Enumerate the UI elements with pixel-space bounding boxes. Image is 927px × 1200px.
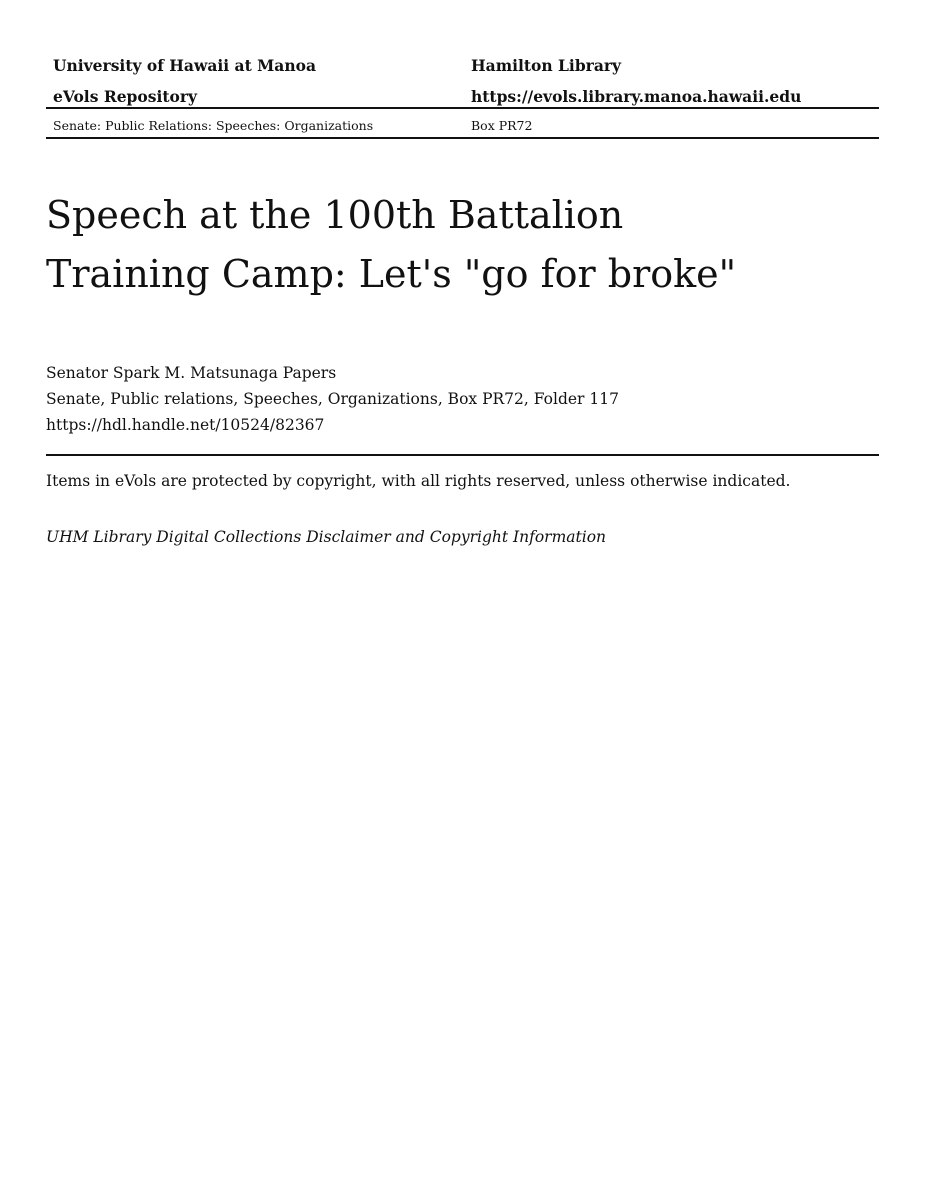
library-name: Hamilton Library <box>471 56 622 75</box>
document-metadata <box>46 360 879 438</box>
institution-name: University of Hawaii at Manoa <box>53 56 316 75</box>
metadata-divider <box>46 454 879 456</box>
box-label: Box PR72 <box>471 118 533 133</box>
collection-subheader <box>46 116 879 136</box>
library-url[interactable]: https://evols.library.manoa.hawaii.edu <box>471 87 802 106</box>
collection-name: Senator Spark M. Matsunaga Papers <box>46 364 337 382</box>
title-line-2: Training Camp: Let's "go for broke" <box>46 252 737 296</box>
header-divider-bottom <box>46 137 879 139</box>
header-divider-top <box>46 107 879 109</box>
disclaimer-link[interactable]: UHM Library Digital Collections Disclaimer and Copyright Information <box>46 528 607 546</box>
handle-link[interactable]: https://hdl.handle.net/10524/82367 <box>46 416 325 434</box>
repository-name: eVols Repository <box>53 87 198 106</box>
document-header <box>46 50 879 112</box>
document-title <box>46 186 879 304</box>
title-line-1: Speech at the 100th Battalion <box>46 193 624 237</box>
copyright-notice: Items in eVols are protected by copyright, with all rights reserved, unless otherwise indicated. <box>46 472 791 490</box>
cover-page <box>46 0 879 1200</box>
collection-path: Senate: Public Relations: Speeches: Organizations <box>53 118 374 133</box>
folder-location: Senate, Public relations, Speeches, Organizations, Box PR72, Folder 117 <box>46 390 619 408</box>
